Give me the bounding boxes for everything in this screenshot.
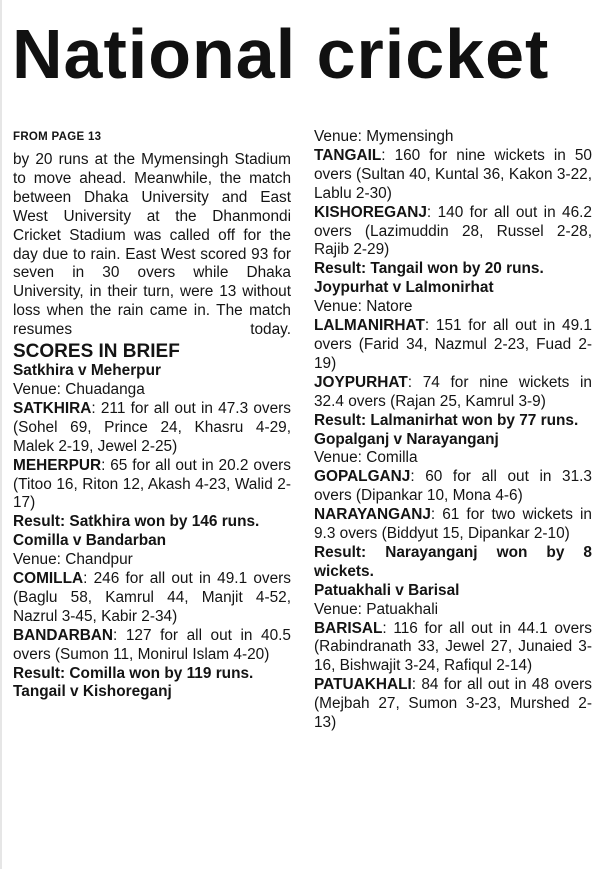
match-title: Tangail v Kishoreganj — [13, 683, 172, 701]
innings-entry — [314, 204, 592, 261]
team-name: PATUAKHALI — [314, 676, 412, 694]
match-title: Patuakhali v Barisal — [314, 581, 460, 599]
match-title: Joypurhat v Lalmonirhat — [314, 279, 494, 297]
innings-entry — [314, 468, 592, 506]
innings-entry — [314, 506, 592, 544]
team-name: JOYPURHAT — [314, 373, 408, 391]
intro-paragraph: by 20 runs at the Mymensingh Stadium to move ahead. Meanwhile, the match between Dhaka University and East West University at the Dhanmondi Cricket Stadium was called off for the day due to rain. East West scored 93 for seven in 30 overs while Dhaka University, in their turn, were 13 without loss when the rain came in. The match resumes today. — [13, 151, 291, 339]
innings-entry — [314, 317, 592, 374]
team-name: COMILLA — [13, 570, 84, 588]
match-title: Comilla v Bandarban — [13, 532, 167, 550]
innings-detail: : 211 for all out in 47.3 overs (Sohel 69, Prince 24, Khasru 4-29, Malek 2-19, Jewel 2-25) — [13, 399, 291, 455]
team-name: BARISAL — [314, 619, 383, 637]
match-result: Result: Tangail won by 20 runs. — [314, 260, 544, 278]
match-venue: Venue: Chandpur — [13, 551, 133, 569]
innings-detail: : 127 for all out in 40.5 overs (Sumon 11, Monirul Islam 4-20) — [13, 626, 291, 663]
match-venue: Venue: Comilla — [314, 449, 418, 467]
innings-detail: : 246 for all out in 49.1 overs (Baglu 58, Kamrul 44, Manjit 4-52, Nazrul 3-45, Kabir 2-34) — [13, 570, 291, 625]
match-result: Result: Narayanganj won by 8 wickets. — [314, 543, 592, 580]
team-name: GOPALGANJ — [314, 468, 411, 486]
innings-entry — [314, 620, 592, 677]
innings-detail: : 160 for nine wickets in 50 overs (Sultan 40, Kuntal 36, Kakon 3-22, Lablu 2-30) — [314, 146, 592, 202]
match-block — [314, 582, 592, 733]
match-block — [314, 431, 592, 582]
innings-detail: : 84 for all out in 48 overs (Mejbah 27, Sumon 3-23, Murshed 2-13) — [314, 676, 592, 732]
innings-entry — [314, 374, 592, 412]
right-column — [314, 128, 592, 733]
match-venue: Venue: Natore — [314, 298, 413, 316]
section-title: SCORES IN BRIEF — [13, 341, 180, 363]
innings-detail: : 140 for all out in 46.2 overs (Lazimuddin 28, Russel 2-28, Rajib 2-29) — [314, 203, 592, 259]
team-name: MEHERPUR — [13, 456, 102, 474]
match-result: Result: Lalmanirhat won by 77 runs. — [314, 411, 579, 429]
match-result: Result: Satkhira won by 146 runs. — [13, 513, 260, 531]
from-page-label: FROM PAGE 13 — [13, 131, 102, 143]
match-venue: Venue: Patuakhali — [314, 600, 439, 618]
team-name: SATKHIRA — [13, 399, 92, 417]
team-name: TANGAIL — [314, 146, 382, 164]
innings-entry — [13, 457, 291, 514]
match-block — [314, 279, 592, 430]
innings-detail: : 151 for all out in 49.1 overs (Farid 34, Nazmul 2-23, Fuad 2-19) — [314, 317, 592, 372]
match-block — [13, 362, 291, 532]
innings-entry — [13, 627, 291, 665]
headline: National cricket — [12, 15, 550, 93]
innings-entry — [314, 147, 592, 204]
innings-detail: : 74 for nine wickets in 32.4 overs (Rajan 25, Kamrul 3-9) — [314, 373, 592, 410]
team-name: NARAYANGANJ — [314, 506, 431, 524]
innings-detail: : 116 for all out in 44.1 overs (Rabindranath 33, Jewel 27, Junaied 3-16, Bishwajit 3-24, Rafiqul 2-14) — [314, 619, 592, 675]
innings-entry — [13, 570, 291, 627]
match-title: Satkhira v Meherpur — [13, 362, 161, 380]
innings-detail: : 60 for all out in 31.3 overs (Dipankar 10, Mona 4-6) — [314, 468, 592, 505]
page-edge-rule — [0, 0, 2, 869]
innings-entry — [13, 400, 291, 457]
match-venue: Venue: Mymensingh — [314, 128, 454, 145]
team-name: LALMANIRHAT — [314, 317, 425, 335]
left-column — [13, 128, 291, 702]
match-title: Gopalganj v Narayanganj — [314, 430, 499, 448]
match-block — [13, 532, 291, 683]
innings-entry — [314, 676, 592, 733]
team-name: KISHOREGANJ — [314, 203, 427, 221]
innings-detail: : 61 for two wickets in 9.3 overs (Biddyut 15, Dipankar 2-10) — [314, 506, 592, 543]
innings-detail: : 65 for all out in 20.2 overs (Titoo 16, Riton 12, Akash 4-23, Walid 2-17) — [13, 456, 291, 512]
match-block — [314, 128, 592, 279]
match-venue: Venue: Chuadanga — [13, 380, 145, 398]
team-name: BANDARBAN — [13, 626, 114, 644]
match-result: Result: Comilla won by 119 runs. — [13, 664, 254, 682]
